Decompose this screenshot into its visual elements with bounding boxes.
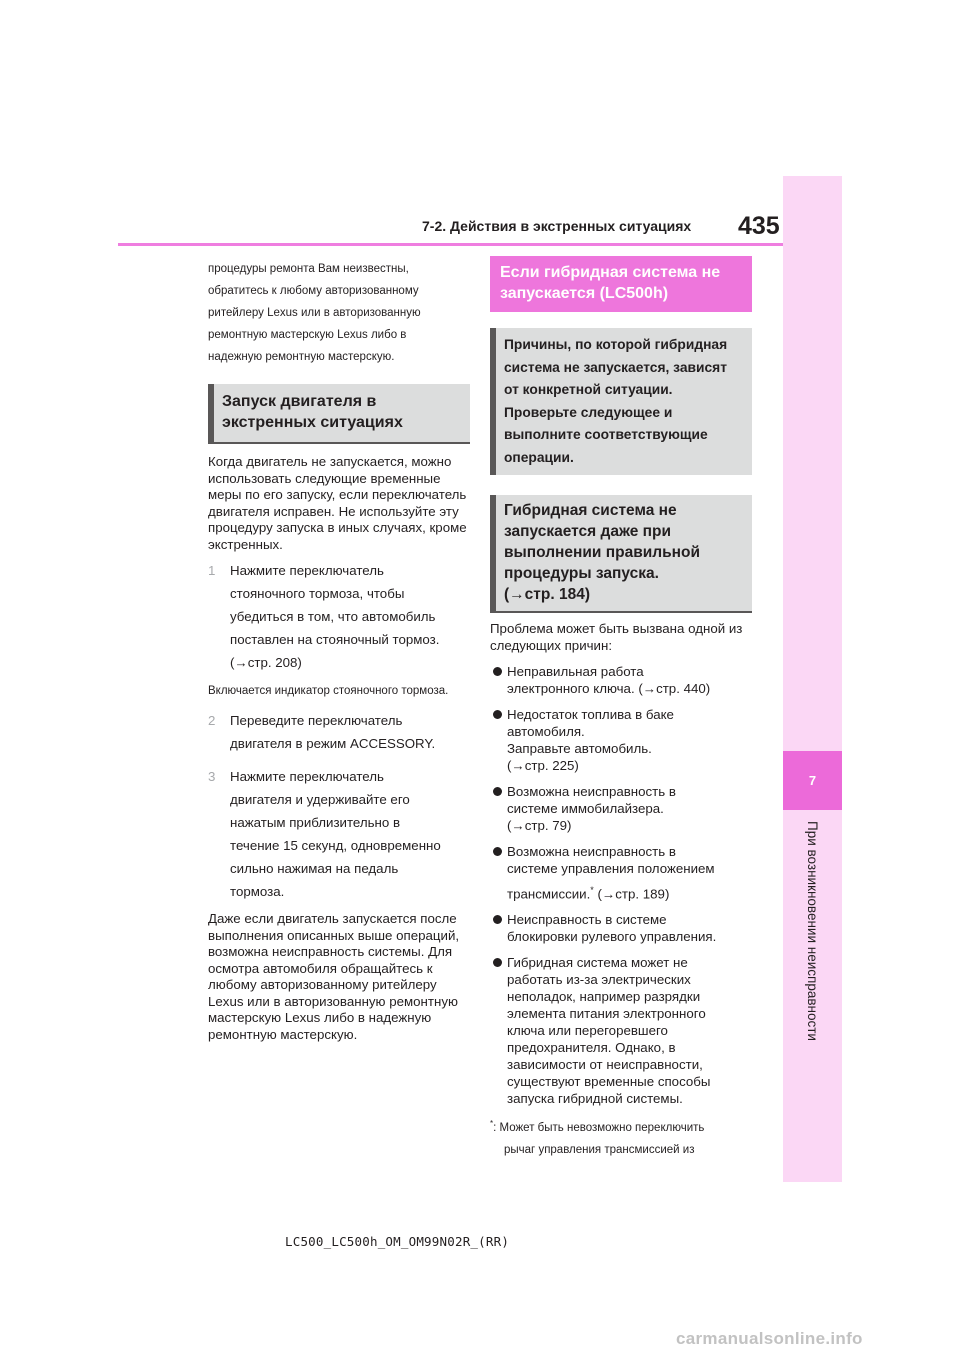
footnote-marker: * bbox=[490, 1119, 494, 1129]
footnote-line: рычаг управления трансмиссией из bbox=[504, 1144, 695, 1157]
bullet-line: Неисправность в системе bbox=[507, 912, 667, 928]
section-header: 7-2. Действия в экстренных ситуациях bbox=[422, 218, 692, 234]
step-line: сильно нажимая на педаль bbox=[230, 861, 399, 876]
bullet-icon bbox=[490, 843, 507, 902]
footnote bbox=[490, 1113, 752, 1161]
bullet-text bbox=[507, 911, 752, 945]
causes-paragraph: Проблема может быть вызвана одной из следующих причин: bbox=[490, 621, 743, 653]
step-line: течение 15 секунд, одновременно bbox=[230, 838, 441, 853]
bullet-text bbox=[507, 663, 752, 697]
step-line: Нажмите переключатель bbox=[230, 563, 384, 578]
step-text bbox=[230, 709, 470, 755]
bullet-item bbox=[490, 911, 752, 945]
intro-line: процедуры ремонта Вам неизвестны, bbox=[208, 263, 409, 275]
chapter-side-tab bbox=[783, 176, 842, 1182]
step-item bbox=[208, 765, 470, 903]
footnote-text: : Может быть невозможно переключить bbox=[493, 1122, 705, 1135]
step-line: (→стр. 208) bbox=[230, 655, 302, 670]
step-line: двигателя в режим ACCESSORY. bbox=[230, 736, 436, 751]
step-line: двигателя и удерживайте его bbox=[230, 792, 410, 807]
right-column bbox=[490, 256, 752, 1161]
bullet-item bbox=[490, 954, 752, 1107]
step-number: 1 bbox=[208, 563, 216, 578]
intro-paragraph bbox=[208, 258, 470, 368]
bullet-line: (→стр. 79) bbox=[507, 818, 572, 833]
step-line: убедиться в том, что автомобиль bbox=[230, 609, 436, 624]
bullet-item bbox=[490, 783, 752, 834]
bullet-icon bbox=[490, 663, 507, 697]
bullet-line: Неправильная работа bbox=[507, 664, 644, 679]
intro-box-line: выполните соответствующие bbox=[504, 427, 708, 442]
bullet-line: предохранителя. Однако, в bbox=[507, 1040, 676, 1056]
bullet-item bbox=[490, 843, 752, 902]
intro-line: ритейлеру Lexus или в авторизованную bbox=[208, 307, 421, 319]
step-number: 2 bbox=[208, 713, 216, 728]
step-line: нажатым приблизительно в bbox=[230, 815, 401, 830]
bullet-line: запуска гибридной системы. bbox=[507, 1091, 683, 1107]
intro-box-line: операции. bbox=[504, 449, 574, 465]
intro-box-line: от конкретной ситуации. bbox=[504, 382, 673, 397]
intro-box-line: система не запускается, зависят bbox=[504, 359, 727, 375]
intro-box bbox=[490, 328, 752, 475]
step-number: 3 bbox=[208, 769, 216, 784]
bullet-line: электронного ключа. (→стр. 440) bbox=[507, 681, 711, 696]
step-text bbox=[230, 559, 470, 674]
bullet-item bbox=[490, 663, 752, 697]
bullet-line: Недостаток топлива в баке bbox=[507, 707, 674, 722]
bullet-line-part: (→стр. 189) bbox=[593, 886, 670, 902]
page-number: 435 bbox=[738, 212, 780, 240]
watermark: carmanualsonline.info bbox=[676, 1329, 863, 1348]
document-code: LC500_LC500h_OM_OM99N02R_(RR) bbox=[285, 1234, 510, 1249]
bullet-line: автомобиля. bbox=[507, 724, 585, 739]
subheading-line: процедуры запуска. bbox=[504, 565, 659, 582]
bullet-line: Гибридная система может не bbox=[507, 955, 688, 971]
bullet-line: Заправьте автомобиль. bbox=[507, 741, 652, 756]
intro-line: ремонтную мастерскую Lexus либо в bbox=[208, 329, 407, 341]
left-column bbox=[208, 258, 470, 1043]
bullet-text bbox=[507, 843, 752, 902]
step-line: стояночного тормоза, чтобы bbox=[230, 586, 405, 601]
intro-line: надежную ремонтную мастерскую. bbox=[208, 351, 395, 363]
subheading-line: запускается даже при bbox=[504, 523, 672, 540]
bullet-icon bbox=[490, 911, 507, 945]
footnote-marker: * bbox=[590, 885, 594, 895]
chapter-title: При возникновении неисправности bbox=[805, 821, 820, 1041]
pink-heading-line: Если гибридная система не bbox=[500, 264, 721, 281]
subheading-line: Гибридная система не bbox=[504, 502, 677, 519]
bullet-icon bbox=[490, 706, 507, 774]
bullet-line: работать из-за электрических bbox=[507, 972, 691, 988]
intro-box-line: Причины, по которой гибридная bbox=[504, 337, 728, 352]
bullet-line: Возможна неисправность в bbox=[507, 784, 676, 799]
bullet-line: элемента питания электронного bbox=[507, 1006, 706, 1022]
bullet-item bbox=[490, 706, 752, 774]
bullet-icon bbox=[490, 783, 507, 834]
after-start-paragraph: Даже если двигатель запускается после выполнения описанных выше операций, возможна неисправность системы. Для осмотра автомобиля обращайтесь к любому авторизованному ритейлеру Lexus или в авторизованную ремонтную мастерскую Lexus либо в надежную ремонтную мастерскую. bbox=[208, 911, 460, 1042]
bullet-text bbox=[507, 783, 752, 834]
intro-box-line: Проверьте следующее и bbox=[504, 404, 673, 420]
bullet-line: неполадок, например разрядки bbox=[507, 989, 701, 1005]
pink-heading-box bbox=[490, 256, 752, 312]
section-heading-line: Запуск двигателя в bbox=[222, 393, 377, 410]
step-text bbox=[230, 765, 470, 903]
step-item bbox=[208, 559, 470, 674]
step-line: тормоза. bbox=[230, 884, 285, 899]
step-line: Переведите переключатель bbox=[230, 713, 403, 728]
bullet-line: блокировки рулевого управления. bbox=[507, 929, 717, 945]
subheading-line: выполнении правильной bbox=[504, 544, 701, 561]
bullet-line: системе иммобилайзера. bbox=[507, 801, 664, 816]
bullet-text bbox=[507, 954, 752, 1107]
step-note: Включается индикатор стояночного тормоза. bbox=[208, 685, 449, 697]
step-line: Нажмите переключатель bbox=[230, 769, 384, 784]
chapter-number: 7 bbox=[783, 751, 842, 810]
subheading-line: (→стр. 184) bbox=[504, 586, 590, 603]
step-item bbox=[208, 709, 470, 755]
bullet-line-part: трансмиссии. bbox=[507, 886, 591, 902]
bullet-line: Возможна неисправность в bbox=[507, 844, 676, 859]
section-heading-box bbox=[208, 384, 470, 444]
bullet-line: системе управления положением bbox=[507, 861, 715, 876]
section-heading-line: экстренных ситуациях bbox=[222, 414, 403, 431]
bullet-text bbox=[507, 706, 752, 774]
step-line: поставлен на стояночный тормоз. bbox=[230, 632, 440, 647]
pink-heading-line: запускается (LC500h) bbox=[500, 285, 669, 302]
emergency-start-paragraph: Когда двигатель не запускается, можно использовать следующие временные меры по его запуску, если переключатель двигателя исправен. Не используйте эту процедуру запуска в иных случаях, кроме экстренных. bbox=[208, 454, 467, 552]
header-rule bbox=[118, 243, 783, 246]
bullet-line: зависимости от неисправности, bbox=[507, 1057, 703, 1073]
subheading-box bbox=[490, 495, 752, 613]
bullet-icon bbox=[490, 954, 507, 1107]
footnote-line bbox=[490, 1113, 752, 1139]
intro-line: обратитесь к любому авторизованному bbox=[208, 285, 419, 297]
bullet-line: (→стр. 225) bbox=[507, 758, 579, 773]
bullet-line bbox=[507, 882, 752, 902]
bullet-line: существуют временные способы bbox=[507, 1074, 711, 1090]
bullet-line: ключа или перегоревшего bbox=[507, 1023, 668, 1039]
